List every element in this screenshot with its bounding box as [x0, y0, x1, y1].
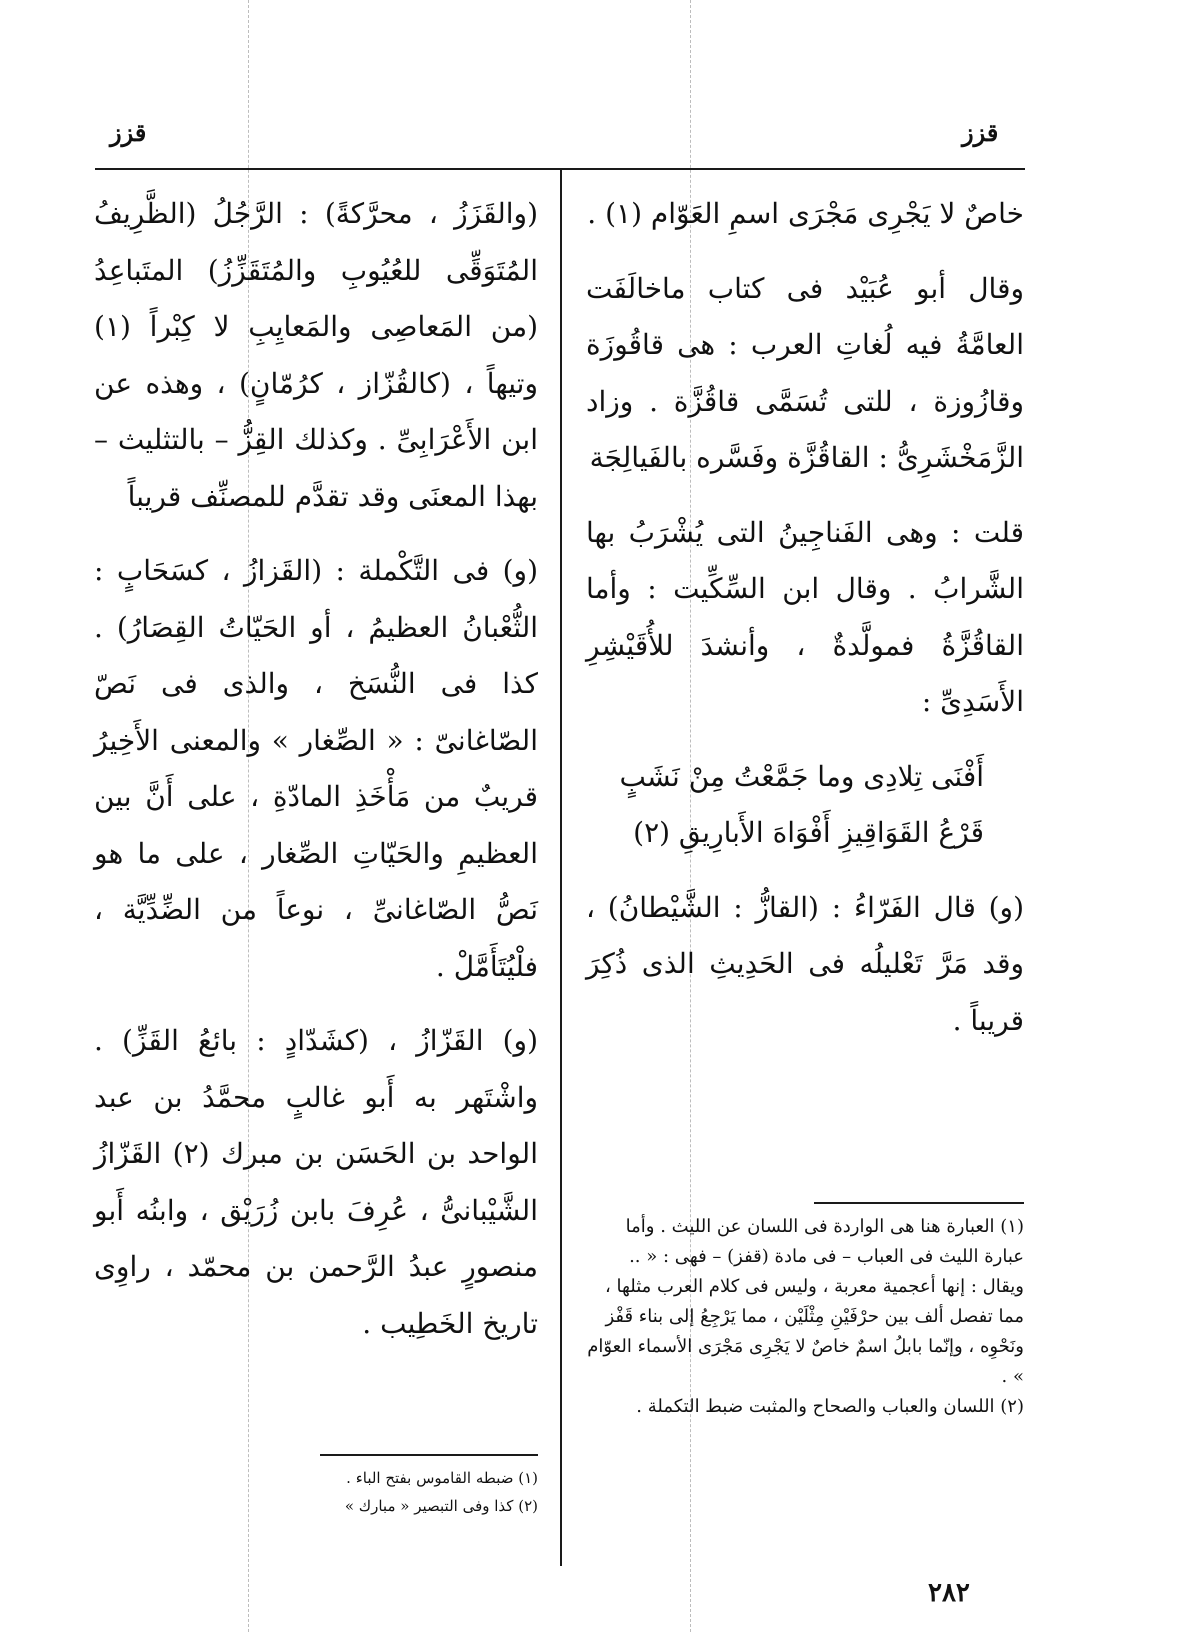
- right-column: [586, 186, 1024, 1067]
- poem-verse: [586, 749, 1024, 862]
- footnote: (١) ضبطه القاموس بفتح الباء .: [346, 1469, 538, 1487]
- column-divider: [560, 170, 562, 1566]
- paragraph: (و) القَزّازُ ، (كشَدّادٍ : بائعُ القَزِّ) . واشْتَهر به أَبو غالبٍ محمَّدُ بن عبد الواحد بن الحَسَن بن مبرك (٢) القَزّازُ الشَّيْبانىُّ ، عُرِفَ بابن زُرَيْق ، وابنُه أَبو منصورٍ عبدُ الرَّحمن بن محمّد ، راوِى تاريخ الخَطِيب .: [94, 1024, 538, 1340]
- page-header-left: قزز: [110, 118, 147, 147]
- paragraph: وقال أبو عُبَيْد فى كتاب ماخالَفَت العامَّةُ فيه لُغاتِ العرب : هى قاقُوزَة وقازُوزة ، للتى تُسَمَّى قاقُزَّة . وزاد الزَّمَخْشَرِىُّ : القاقُزَّة وفَسَّره بالفَيالِجَة: [586, 271, 1024, 474]
- paragraph: (والقَزَزُ ، محرَّكةً) : الرَّجُلُ (الظَّرِيفُ المُتَوَقِّى للعُيُوبِ والمُتَقَزِّزُ) المتَباعِدُ (من المَعاصِى والمَعايِبِ لا كِبْراً (١) وتيهاً ، (كالقُزّاز ، كرُمّانٍ) ، وهذه عن ابن الأَعْرَابِىِّ . وكذلك القِزُّ – بالتثليث – بهذا المعنَى وقد تقدَّم للمصنِّف قريباً: [94, 197, 538, 513]
- left-column: [94, 186, 538, 1370]
- footnote: (١) العبارة هنا هى الواردة فى اللسان عن الليث . وأما عبارة الليث فى العباب – فى مادة (قفز) – فهى : « .. ويقال : إنها أعجمية معربة ، وليس فى كلام العرب مثلها ، مما تفصل ألف بين حرْفَيْنِ مِثْلَيْن ، مما يَرْجِعُ إلى بناء قَفْز ونَحْوِه ، وإنّما بابلُ اسمٌ خاصٌ لا يَجْرِى مَجْرَى الأسماء العوّام » .: [587, 1216, 1024, 1387]
- paragraph: خاصٌ لا يَجْرِى مَجْرَى اسمِ العَوّام (١) .: [587, 197, 1024, 230]
- verse-hemistich-1: أَفْنَى تِلادِى وما جَمَّعْتُ مِنْ نَشَبٍ: [619, 759, 984, 793]
- page-header-right: قزز: [962, 118, 999, 147]
- paragraph: قلت : وهى الفَناجِينُ التى يُشْرَبُ بها الشَّرابُ . وقال ابن السِّكِّيت : وأما القاقُزَّةُ فمولَّدةٌ ، وأنشدَ للأُقَيْشِرِ الأَسَدِىِّ :: [586, 515, 1024, 718]
- footnote: (٢) كذا وفى التبصير « مبارك »: [344, 1497, 538, 1515]
- page-number: ٢٨٢: [928, 1578, 970, 1608]
- footnote-rule-right: [814, 1202, 1024, 1204]
- footnotes-right: [586, 1212, 1024, 1422]
- footnote-rule-left: [320, 1454, 538, 1456]
- paragraph: (و) فى التَّكْملة : (القَزازُ ، كسَحَابٍ : الثُّعْبانُ العظيمُ ، أو الحَيّاتُ القِصَارُ) . كذا فى النُّسَخ ، والذى فى نَصّ الصّاغانىّ : « الصِّغار » والمعنى الأَخِيرُ قريبٌ من مَأْخَذِ المادّةِ ، على أَنَّ بين العظيمِ والحَيّاتِ الصِّغار ، على ما هو نَصُّ الصّاغانىِّ ، نوعاً من الضِّدِّيَّة ، فلْيُتَأَمَّلْ .: [94, 554, 538, 983]
- verse-hemistich-2: قَرْعُ القَوَاقِيزِ أَفْوَاهَ الأَبارِيقِ (٢): [633, 816, 984, 849]
- footnote: (٢) اللسان والعباب والصحاح والمثبت ضبط التكملة .: [636, 1396, 1024, 1417]
- paragraph: (و) قال الفَرّاءُ : (القازُّ : الشَّيْطانُ) ، وقد مَرَّ تَعْليلُه فى الحَدِيثِ الذى ذُكِرَ قريباً .: [586, 890, 1024, 1037]
- footnotes-left: [300, 1464, 538, 1520]
